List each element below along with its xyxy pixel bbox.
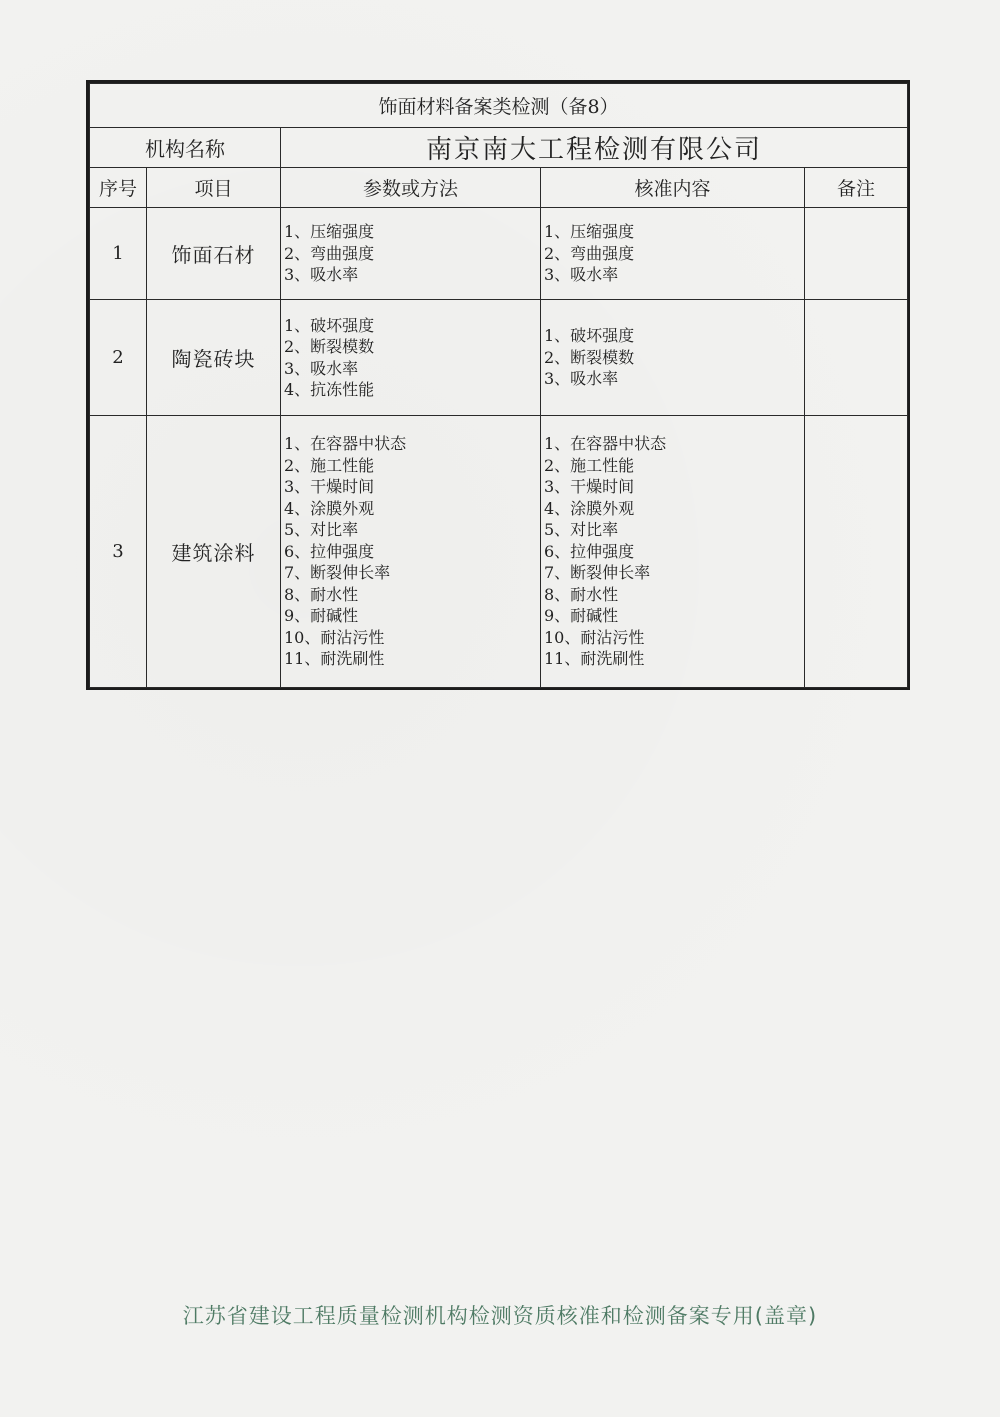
list-item: 11、耐洗刷性 [284,649,385,669]
list-item: 2、弯曲强度 [284,243,375,263]
table-row [90,208,908,300]
list-item: 1、破坏强度 [544,326,635,346]
org-name: 南京南大工程检测有限公司 [281,128,908,168]
list-item: 6、拉伸强度 [284,541,375,561]
row-seq: 2 [90,300,147,416]
row-item: 建筑涂料 [147,416,281,688]
header-params: 参数或方法 [281,168,541,208]
header-content: 核准内容 [541,168,805,208]
list-item: 3、干燥时间 [544,477,635,497]
org-label: 机构名称 [90,128,281,168]
list-item: 1、压缩强度 [544,222,635,242]
list-item: 8、耐水性 [284,584,359,604]
row-params [281,300,541,416]
header-row [90,168,908,208]
list-item: 2、断裂模数 [284,337,375,356]
list-item: 7、断裂伸长率 [284,563,391,583]
stamp-footer: 江苏省建设工程质量检测机构检测资质核准和检测备案专用(盖章) [182,1304,818,1328]
list-item: 1、在容器中状态 [284,434,407,454]
row-remark [805,208,908,300]
table-title: 饰面材料备案类检测（备8） [90,84,908,128]
row-remark [805,416,908,688]
row-params [281,416,541,688]
list-item: 3、吸水率 [284,265,359,285]
list-item: 2、施工性能 [284,455,375,475]
list-item: 1、压缩强度 [284,222,375,242]
list-item: 1、破坏强度 [284,315,375,335]
row-params [281,208,541,300]
list-item: 10、耐沾污性 [544,627,645,647]
list-item: 3、吸水率 [544,369,619,389]
list-item: 2、施工性能 [544,455,635,475]
header-item: 项目 [147,168,281,208]
row-content [541,208,805,300]
row-seq: 1 [90,208,147,300]
row-item: 陶瓷砖块 [147,300,281,416]
list-item: 11、耐洗刷性 [544,649,645,669]
list-item: 3、吸水率 [544,265,619,285]
row-content [541,300,805,416]
table-row [90,300,908,416]
header-seq: 序号 [90,168,147,208]
list-item: 7、断裂伸长率 [544,563,651,583]
row-remark [805,300,908,416]
filing-table [89,83,908,688]
list-item: 4、抗冻性能 [284,380,375,399]
list-item: 5、对比率 [544,520,619,540]
list-item: 3、干燥时间 [284,477,375,497]
list-item: 2、弯曲强度 [544,243,635,263]
header-remark: 备注 [805,168,908,208]
row-content [541,416,805,688]
list-item: 4、涂膜外观 [284,498,375,518]
list-item: 4、涂膜外观 [544,498,635,518]
row-item: 饰面石材 [147,208,281,300]
list-item: 1、在容器中状态 [544,434,667,454]
list-item: 6、拉伸强度 [544,541,635,561]
list-item: 10、耐沾污性 [284,627,385,647]
list-item: 9、耐碱性 [544,606,619,626]
row-seq: 3 [90,416,147,688]
list-item: 3、吸水率 [284,358,359,378]
list-item: 2、断裂模数 [544,347,635,367]
list-item: 5、对比率 [284,520,359,540]
list-item: 8、耐水性 [544,584,619,604]
table-row [90,416,908,688]
list-item: 9、耐碱性 [284,606,359,626]
